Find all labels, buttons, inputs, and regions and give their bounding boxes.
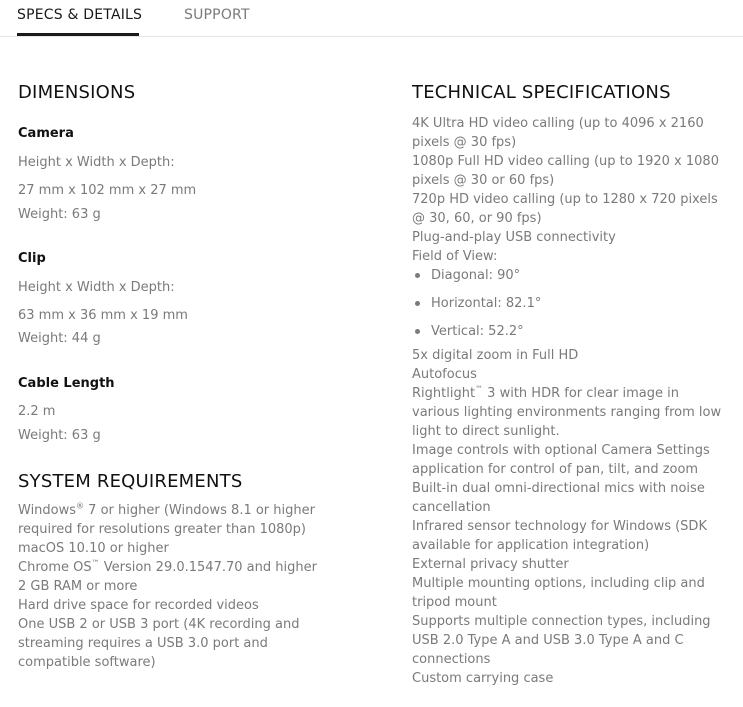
- spec-4k: 4K Ultra HD video calling (up to 4096 x 2160: [412, 116, 704, 131]
- clip-weight: Weight: 44 g: [18, 331, 101, 346]
- spec-mics-2: cancellation: [412, 500, 491, 515]
- cable-weight: Weight: 63 g: [18, 428, 101, 443]
- spec-infrared-2: available for application integration): [412, 538, 650, 553]
- technical-specs-title: TECHNICAL SPECIFICATIONS: [412, 82, 671, 103]
- camera-hwd-value: 27 mm x 102 mm x 27 mm: [18, 183, 197, 198]
- fov-item: Vertical: 52.2°: [412, 322, 742, 350]
- spec-image-controls-2: application for control of pan, tilt, and zoom: [412, 462, 699, 477]
- spec-fov-label: Field of View:: [412, 249, 498, 264]
- spec-infrared: Infrared sensor technology for Windows (SDK: [412, 519, 707, 534]
- spec-connections-3: connections: [412, 652, 491, 667]
- spec-autofocus: Autofocus: [412, 367, 477, 382]
- req-macos: macOS 10.10 or higher: [18, 541, 169, 556]
- spec-mounting-2: tripod mount: [412, 595, 497, 610]
- spec-1080p: 1080p Full HD video calling (up to 1920 x 1080: [412, 154, 719, 169]
- req-drive: Hard drive space for recorded videos: [18, 598, 259, 613]
- spec-usb: Plug-and-play USB connectivity: [412, 230, 616, 245]
- fov-item: Horizontal: 82.1°: [412, 294, 742, 322]
- spec-shutter: External privacy shutter: [412, 557, 569, 572]
- req-chrome: Chrome OS™ Version 29.0.1547.70 and higher: [18, 558, 317, 575]
- tab-support[interactable]: SUPPORT: [184, 7, 250, 23]
- spec-720p-2: @ 30, 60, or 90 fps): [412, 211, 542, 226]
- system-requirements-list: [18, 501, 398, 672]
- camera-hwd-label: Height x Width x Depth:: [18, 155, 175, 170]
- spec-720p: 720p HD video calling (up to 1280 x 720 pixels: [412, 192, 718, 207]
- active-tab-indicator: [17, 33, 139, 36]
- fov-list: [412, 266, 742, 350]
- spec-rightlight-2: various lighting environments ranging from low: [412, 405, 722, 420]
- spec-1080p-2: pixels @ 30 or 60 fps): [412, 173, 555, 188]
- spec-zoom: 5x digital zoom in Full HD: [412, 348, 579, 363]
- spec-4k-2: pixels @ 30 fps): [412, 135, 517, 150]
- spec-mics: Built-in dual omni-directional mics with noise: [412, 481, 705, 496]
- camera-weight: Weight: 63 g: [18, 207, 101, 222]
- spec-rightlight: Rightlight™ 3 with HDR for clear image in: [412, 384, 679, 401]
- clip-heading: Clip: [18, 251, 46, 266]
- cable-length: 2.2 m: [18, 404, 56, 419]
- req-ram: 2 GB RAM or more: [18, 579, 138, 594]
- fov-item: Diagonal: 90°: [412, 266, 742, 294]
- req-usb-3: compatible software): [18, 655, 156, 670]
- spec-image-controls: Image controls with optional Camera Settings: [412, 443, 710, 458]
- system-requirements-title: SYSTEM REQUIREMENTS: [18, 471, 243, 492]
- clip-hwd-value: 63 mm x 36 mm x 19 mm: [18, 308, 188, 323]
- req-windows-note: required for resolutions greater than 1080p): [18, 522, 306, 537]
- spec-connections: Supports multiple connection types, including: [412, 614, 711, 629]
- technical-specs-block-2: [412, 346, 742, 688]
- req-windows: Windows® 7 or higher (Windows 8.1 or higher: [18, 501, 315, 518]
- tab-bar: [0, 0, 743, 37]
- tab-specs-details[interactable]: SPECS & DETAILS: [17, 7, 143, 23]
- req-usb: One USB 2 or USB 3 port (4K recording and: [18, 617, 300, 632]
- req-usb-2: streaming requires a USB 3.0 port and: [18, 636, 268, 651]
- spec-rightlight-3: light to direct sunlight.: [412, 424, 560, 439]
- spec-mounting: Multiple mounting options, including clip and: [412, 576, 705, 591]
- camera-heading: Camera: [18, 126, 74, 141]
- technical-specs-block-1: [412, 114, 742, 266]
- dimensions-title: DIMENSIONS: [18, 82, 136, 103]
- clip-hwd-label: Height x Width x Depth:: [18, 280, 175, 295]
- spec-connections-2: USB 2.0 Type A and USB 3.0 Type A and C: [412, 633, 684, 648]
- spec-carrying-case: Custom carrying case: [412, 671, 554, 686]
- cable-heading: Cable Length: [18, 376, 115, 391]
